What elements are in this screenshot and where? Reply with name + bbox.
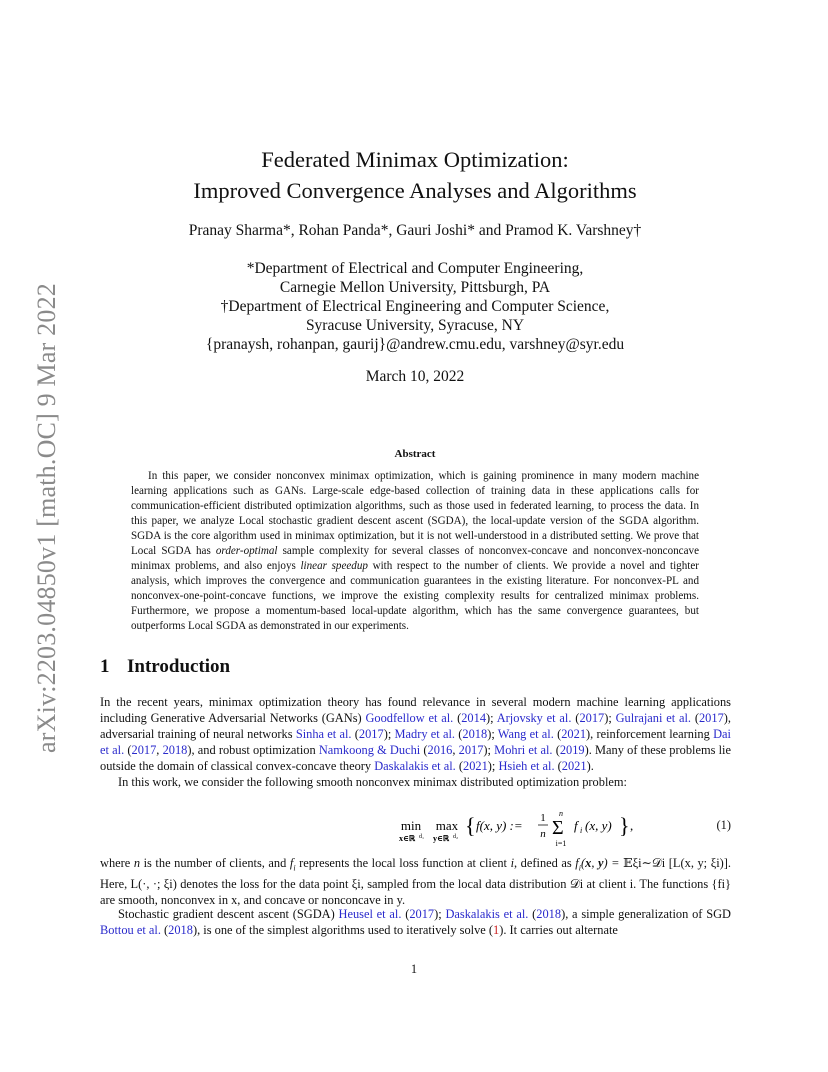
equation-lhs: f(x, y) := (476, 818, 523, 833)
sum-symbol: Σ (552, 817, 564, 839)
citation-link[interactable]: Namkoong & Duchi (318, 743, 421, 757)
affiliation-line: *Department of Electrical and Computer Engineering, (246, 260, 584, 277)
citation-year-link[interactable]: 2017 (579, 711, 605, 725)
math-n: n (133, 856, 141, 870)
math-fi: $f_i$ (289, 856, 296, 873)
citation-link[interactable]: Mohri et al. (494, 743, 553, 757)
citation-link[interactable]: Bottou et al. (100, 923, 161, 937)
citation-year-link[interactable]: 2021 (561, 727, 587, 741)
citation-year-link[interactable]: 2016 (427, 743, 453, 757)
intro-paragraph: In the recent years, minimax optimization theory has found relevance in several modern machine learning applications including Generative Adversarial Networks (GANs) Goodfellow et al. (2014); Arjovsky et al. (2017); Gulrajani et al. (2017), adversarial training of neural networks Sinha et al. (2017); Madry et al. (2018); Wang et al. (2021), reinforcement learning Dai et al. (2017, 2018), and robust optimization Namkoong & Duchi (2016, 2017); Mohri et al. (2019). Many of these problems lie outside the domain of classical convex-concave theory Daskalakis et al. (2021); Hsieh et al. (2021). (100, 695, 731, 773)
citation-year-link[interactable]: 2018 (536, 907, 562, 921)
section-heading (100, 656, 230, 678)
problem-intro-paragraph: In this work, we consider the following smooth nonconvex minimax distributed optimization problem: (118, 775, 627, 789)
abstract-heading: Abstract (394, 448, 436, 460)
citation-year-link[interactable]: 2018 (162, 743, 188, 757)
citation-year-link[interactable]: 2017 (698, 711, 724, 725)
max-subscript: y∈ℝ (433, 834, 450, 843)
paper-date: March 10, 2022 (365, 368, 465, 385)
minimax-equation (399, 810, 649, 850)
definition-paragraph: where n is the number of clients, and $f_i$ represents the local loss function at client i, defined as $f_i(x$, y) = 𝔼ξi∼𝒟i [L(x, y; ξi)]. Here, L(·, ·; ξi) denotes the loss for the data point ξi, sampled from the local data distribution 𝒟i at client i. The functions {fi} are smooth, nonconvex in x, and concave or nonconcave in y. (100, 856, 732, 908)
right-brace: } (619, 813, 630, 838)
citation-year-link[interactable]: 2018 (168, 923, 193, 937)
fraction-denominator: n (540, 828, 546, 840)
citation-link[interactable]: Daskalakis et al. (374, 759, 456, 773)
page-number: 1 (410, 962, 418, 976)
section-title: Introduction (127, 656, 231, 677)
citation-link[interactable]: Sinha et al. (295, 727, 352, 741)
citation-link[interactable]: Heusel et al. (338, 907, 402, 921)
math-i: i (510, 856, 515, 870)
citation-link[interactable]: Wang et al. (497, 727, 554, 741)
citation-link[interactable]: Dai et al. (100, 727, 731, 757)
citation-year-link[interactable]: 2017 (131, 743, 157, 757)
citation-year-link[interactable]: 2021 (561, 759, 587, 773)
section-number: 1 (100, 656, 110, 677)
sum-lower-limit: i=1 (555, 839, 567, 848)
title-line-1: Federated Minimax Optimization: (261, 147, 569, 172)
citation-year-link[interactable]: 2019 (559, 743, 585, 757)
min-subscript: x∈ℝ (399, 834, 416, 843)
sum-upper-limit: n (559, 810, 563, 818)
max-subscript-exponent: d₂ (453, 834, 459, 840)
math-definition: $f_i(x$, y) = (575, 856, 620, 873)
equation-comma: , (630, 818, 634, 833)
citation-year-link[interactable]: 2018 (462, 727, 488, 741)
summand-function: f (574, 818, 578, 833)
left-brace: { (465, 813, 476, 838)
max-operator: max (435, 818, 459, 833)
citation-link[interactable]: Daskalakis et al. (445, 907, 529, 921)
affiliation-line: Carnegie Mellon University, Pittsburgh, PA (279, 279, 551, 296)
sgda-paragraph: Stochastic gradient descent ascent (SGDA) Heusel et al. (2017); Daskalakis et al. (2018), a simple generalization of SGD Bottou et al. (2018), is one of the simplest algorithms used to iteratively solve (1). It carries out alternate (100, 907, 731, 937)
emphasis: order-optimal (215, 545, 278, 558)
citation-year-link[interactable]: 2017 (358, 727, 384, 741)
citation-year-link[interactable]: 2017 (458, 743, 484, 757)
citation-year-link[interactable]: 2014 (461, 711, 487, 725)
min-operator: min (400, 818, 422, 833)
citation-year-link[interactable]: 2021 (463, 759, 488, 773)
equation-reference-link[interactable]: 1 (493, 923, 500, 937)
citation-link[interactable]: Goodfellow et al. (365, 711, 454, 725)
email-line: {pranaysh, rohanpan, gaurij}@andrew.cmu.edu, varshney@syr.edu (205, 336, 625, 353)
affiliation-line: †Department of Electrical Engineering and Computer Science, (220, 298, 610, 315)
title-line-2: Improved Convergence Analyses and Algorithms (193, 178, 637, 203)
equation-1 (100, 807, 731, 847)
fraction-numerator: 1 (540, 812, 546, 824)
summand-arguments: (x, y) (585, 818, 612, 833)
author-list: Pranay Sharma*, Rohan Panda*, Gauri Joshi* and Pramod K. Varshney† (188, 222, 642, 239)
affiliations (100, 259, 730, 354)
citation-link[interactable]: Madry et al. (394, 727, 456, 741)
abstract-text: In this paper, we consider nonconvex minimax optimization, which is gaining prominence in many modern machine learning applications such as GANs. Large-scale edge-based collection of training data in these applications calls for communication-efficient distributed optimization algorithms, such as those used in federated learning, to process the data. In this paper, we analyze Local stochastic gradient descent ascent (SGDA), the local-update version of the SGDA algorithm. SGDA is the core algorithm used in minimax optimization, but it is not well-understood in a distributed setting. We prove that Local SGDA has order-optimal sample complexity for several classes of nonconvex-concave and nonconvex-nonconcave minimax problems, and also enjoys linear speedup with respect to the number of clients. We provide a novel and tighter analysis, which improves the convergence and communication guarantees in the existing literature. For nonconvex-PL and nonconvex-one-point-concave functions, we improve the existing complexity results for centralized minimax problems. Furthermore, we propose a momentum-based local-update algorithm, which has the same convergence guarantees, but outperforms Local SGDA as demonstrated in our experiments. (131, 470, 699, 633)
emphasis: linear speedup (300, 560, 368, 573)
citation-link[interactable]: Gulrajani et al. (615, 711, 692, 725)
citation-year-link[interactable]: 2017 (409, 907, 435, 921)
citation-link[interactable]: Arjovsky et al. (496, 711, 572, 725)
citation-link[interactable]: Hsieh et al. (498, 759, 555, 773)
paper-title (100, 144, 730, 206)
min-subscript-exponent: d₁ (419, 834, 425, 840)
equation-number: (1) (716, 818, 731, 832)
affiliation-line: Syracuse University, Syracuse, NY (305, 317, 525, 334)
paper-page: arXiv:2203.04850v1 [math.OC] 9 Mar 2022 Federated Minimax Optimization: Improved Convergence Analyses and Algorithms Pranay Sharma*, Rohan Panda*, Gauri Joshi* and Pramod K. Varshney† *Department of Electrical and Computer Engineering, Carnegie Mellon University, Pittsburgh, PA †Department of Electrical Engineering and Computer Science, Syracuse University, Syracuse, NY {pranaysh, rohanpan, gaurij}@andrew.cmu.edu, varshney@syr.edu March 10, 2022 Abstract In this paper, we consider nonconvex minimax optimization, which is gaining prominence in many modern machine learning applications such as GANs. Large-scale edge-based collection of training data in these applications calls for communication-efficient distributed optimization algorithms, such as those used in federated learning, to process the data. In this paper, we analyze Local stochastic gradient descent ascent (SGDA), the local-update version of the SGDA algorithm. SGDA is the core algorithm used in minimax optimization, but it is not well-understood in a distributed setting. We prove that Local SGDA has order-optimal sample complexity for several classes of nonconvex-concave and nonconvex-nonconcave minimax problems, and also enjoys linear speedup with respect to the number of clients. We provide a novel and tighter analysis, which improves the convergence and communication guarantees in the existing literature. For nonconvex-PL and nonconvex-one-point-concave functions, we improve the existing complexity results for centralized minimax problems. Furthermore, we propose a momentum-based local-update algorithm, which has the same convergence guarantees, but outperforms Local SGDA as demonstrated in our experiments. 1 Introduction In the recent years, minimax optimization theory has found relevance in several modern machine learning applications including Generative Adversarial Networks (GANs) Goodfellow et al. (2014); Arjovsky et al. (2017); Gulrajani et al. (2017), adversarial training of neural networks Sinha et al. (2017); Madry et al. (2018); Wang et al. (2021), reinforcement learning Dai et al. (2017, 2018), and robust optimization Namkoong & Duchi (2016, 2017); Mohri et al. (2019). Many of these problems lie outside the domain of classical convex-concave theory Daskalakis et al. (2021); Hsieh et al. (2021). In this work, we consider the following smooth nonconvex minimax distributed optimization problem: min x∈ℝ d₁ max y∈ℝ d₂ { f(x, y) := 1 n n Σ i=1 f i (x, y) } , (1) where n is the number of clients, and $f_i$ represents the local loss function at client i, defined as $f_i(x$, y) = 𝔼ξi∼𝒟i [L(x, y; ξi)]. Here, L(·, ·; ξi) denotes the loss for the data point ξi, sampled from the local data distribution 𝒟i at client i. The functions {fi} are smooth, nonconvex in x, and concave or nonconcave in y. Stochastic gradient descent ascent (SGDA) Heusel et al. (2017); Daskalakis et al. (2018), a simple generalization of SGD Bottou et al. (2018), is one of the simplest algorithms used to iteratively solve (1). It carries out alternate 1 (0, 0, 828, 1072)
summand-subscript: i (580, 826, 583, 835)
